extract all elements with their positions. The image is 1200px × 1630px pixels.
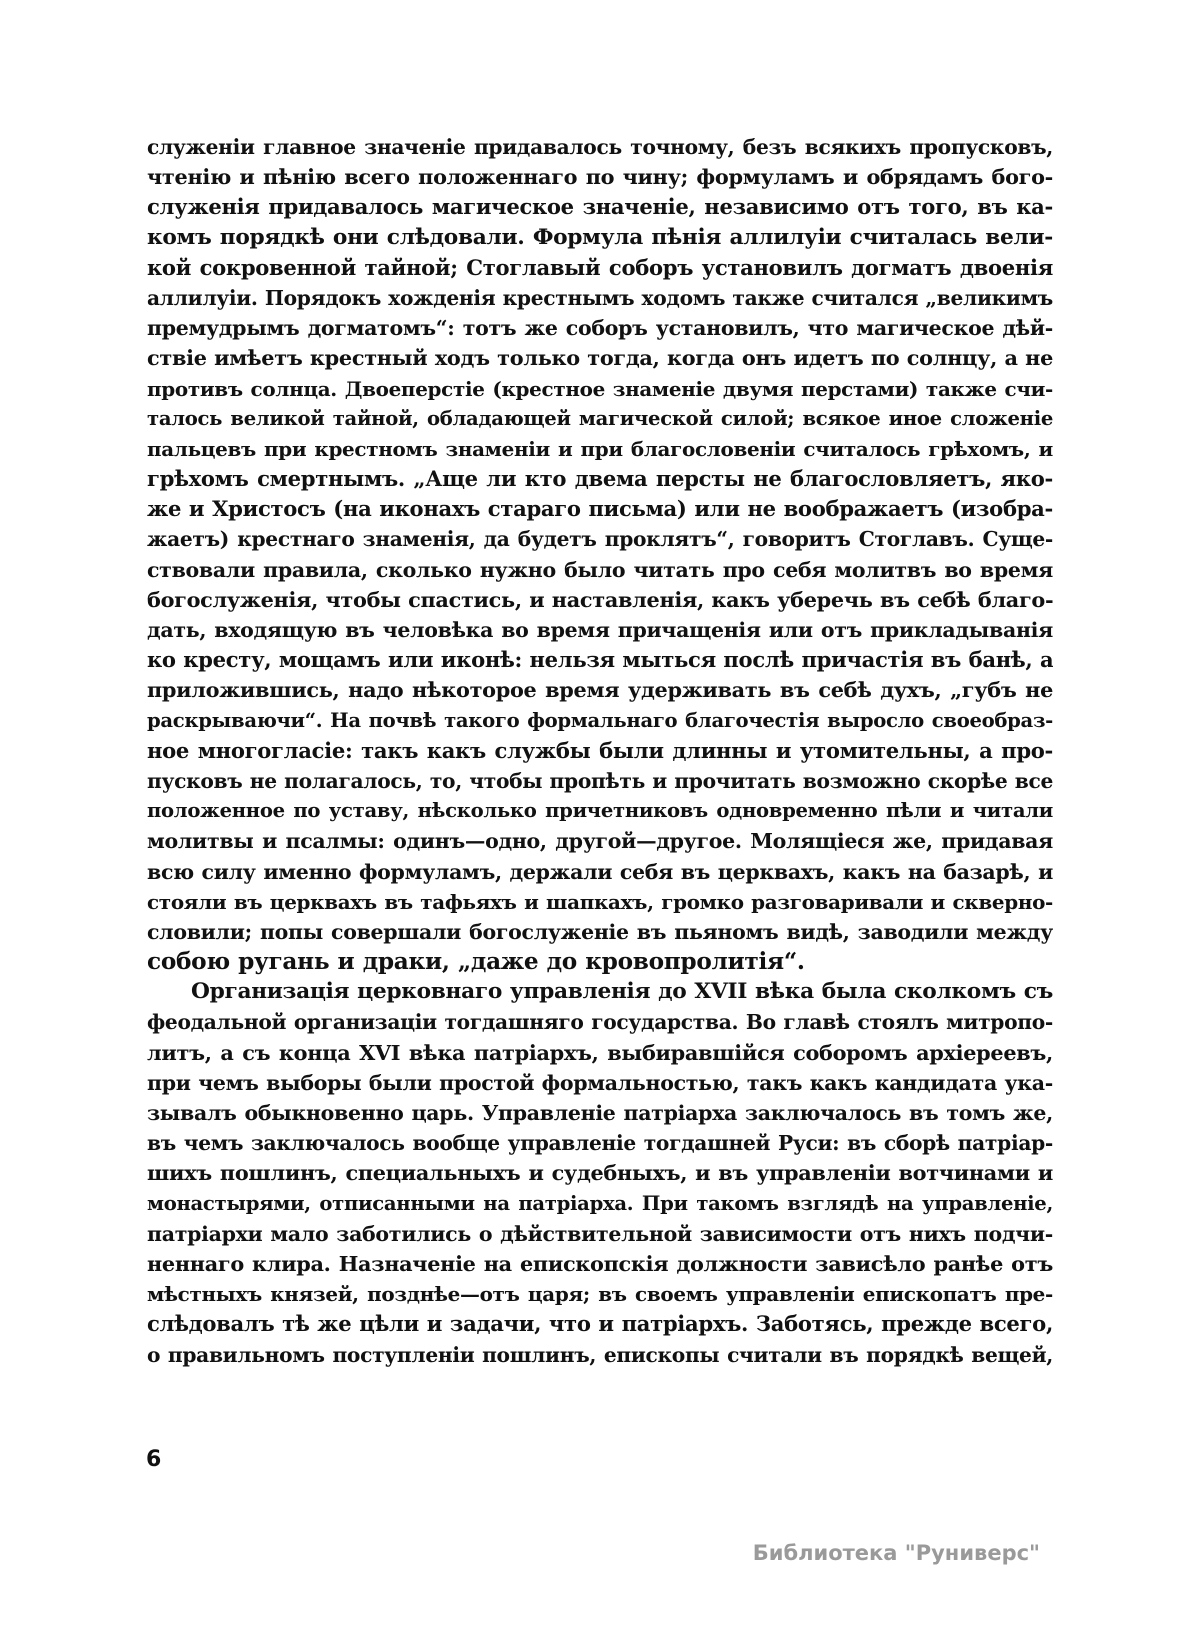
text-line: собою ругань и драки, „даже до кровопролитія“.	[147, 948, 805, 976]
text-line: дать, входящую въ человѣка во время причащенія или отъ прикладыванія	[147, 618, 1053, 642]
text-line: жаетъ) крестнаго знаменія, да будетъ проклятъ“, говоритъ Стоглавъ. Суще-	[147, 527, 1053, 552]
page-number: 6	[146, 1447, 162, 1472]
text-line: комъ порядкѣ они слѣдовали. Формула пѣнія аллилуіи считалась вели-	[147, 224, 1053, 250]
text-line: аллилуіи. Порядокъ хожденія крестнымъ ходомъ также считался „великимъ	[147, 285, 1053, 310]
text-line: приложившись, надо нѣкоторое время удерживать въ себѣ духъ, „губъ не	[147, 677, 1053, 703]
text-line: пальцевъ при крестномъ знаменіи и при благословеніи считалось грѣхомъ, и	[147, 436, 1053, 461]
text-line: въ чемъ заключалось вообще управленіе тогдашней Руси: въ сборѣ патріар-	[147, 1131, 1053, 1156]
text-line: литъ, а съ конца XVI вѣка патріархъ, выбиравшійся соборомъ архіереевъ,	[147, 1039, 1053, 1065]
text-line: положенное по уставу, нѣсколько причетниковъ одновременно пѣли и читали	[147, 799, 1053, 823]
text-line: при чемъ выборы были простой формальностью, такъ какъ кандидата ука-	[147, 1070, 1053, 1095]
text-line: всю силу именно формуламъ, держали себя въ церквахъ, какъ на базарѣ, и	[147, 859, 1053, 884]
text-line: раскрываючи“. На почвѣ такого формальнаго благочестія выросло своеобраз-	[147, 708, 1053, 732]
paragraph-1	[147, 132, 1053, 977]
text-line: слѣдовалъ тѣ же цѣли и задачи, что и патріархъ. Заботясь, прежде всего,	[147, 1311, 1053, 1337]
text-line: словили; попы совершали богослуженіе въ пьяномъ видѣ, заводили между	[147, 919, 1053, 944]
text-line: о правильномъ поступленіи пошлинъ, епископы считали въ порядкѣ вещей,	[147, 1342, 1053, 1367]
text-line: шихъ пошлинъ, специальныхъ и судебныхъ, и въ управленіи вотчинами и	[147, 1160, 1053, 1186]
page-body-text	[147, 132, 1053, 1370]
text-line: премудрымъ догматомъ“: тотъ же соборъ установилъ, что магическое дѣй-	[147, 316, 1053, 341]
text-line: противъ солнца. Двоеперстіе (крестное знаменіе двумя перстами) также счи-	[147, 376, 1053, 401]
text-line: мѣстныхъ князей, позднѣе—отъ царя; въ своемъ управленіи епископатъ пре-	[147, 1282, 1053, 1307]
text-line: монастырями, отписанными на патріарха. При такомъ взглядѣ на управленіе,	[147, 1191, 1053, 1215]
text-line: Организація церковнаго управленія до XVII вѣка была сколкомъ съ	[191, 979, 1053, 1005]
text-line: чтенію и пѣнію всего положеннаго по чину; формуламъ и обрядамъ бого-	[147, 164, 1053, 190]
text-line: патріархи мало заботились о дѣйствительной зависимости отъ нихъ подчи-	[147, 1221, 1053, 1246]
text-line: ствіе имѣетъ крестный ходъ только тогда, когда онъ идетъ по солнцу, а не	[147, 345, 1053, 371]
text-line: феодальной организаціи тогдашняго государства. Во главѣ стоялъ митропо-	[147, 1010, 1053, 1035]
text-line: молитвы и псалмы: одинъ—одно, другой—другое. Молящіеся же, придавая	[147, 829, 1053, 854]
text-line: талось великой тайной, обладающей магической силой; всякое иное сложеніе	[147, 406, 1053, 430]
text-line: богослуженія, чтобы спастись, и наставленія, какъ уберечь въ себѣ благо-	[147, 586, 1053, 612]
text-line: служенія придавалось магическое значеніе, независимо отъ того, въ ка-	[147, 194, 1053, 220]
text-line: стояли въ церквахъ въ тафьяхъ и шапкахъ, громко разговаривали и скверно-	[147, 889, 1053, 914]
text-line: кой сокровенной тайной; Стоглавый соборъ установилъ догматъ двоенія	[147, 254, 1053, 280]
text-line: неннаго клира. Назначеніе на епископскія должности зависѣло ранѣе отъ	[147, 1250, 1053, 1276]
text-line: служеніи главное значеніе придавалось точному, безъ всякихъ пропусковъ,	[147, 135, 1053, 159]
text-line: ко кресту, мощамъ или иконѣ: нельзя мыться послѣ причастія въ банѣ, а	[147, 647, 1053, 673]
text-line: ное многогласіе: такъ какъ службы были длинны и утомительны, а про-	[147, 737, 1053, 763]
text-line: грѣхомъ смертнымъ. „Аще ли кто двема персты не благословляетъ, яко-	[147, 466, 1053, 492]
text-line: зывалъ обыкновенно царь. Управленіе патріарха заключалось въ томъ же,	[147, 1101, 1053, 1125]
text-line: пусковъ не полагалось, то, чтобы пропѣть и прочитать возможно скорѣе все	[147, 768, 1053, 793]
text-line: же и Христосъ (на иконахъ стараго письма) или не воображаетъ (изобра-	[147, 496, 1053, 522]
library-watermark: Библиотека "Руниверс"	[752, 1541, 1040, 1565]
paragraph-2	[147, 977, 1053, 1369]
text-line: ствовали правила, сколько нужно было читать про себя молитвъ во время	[147, 557, 1053, 582]
